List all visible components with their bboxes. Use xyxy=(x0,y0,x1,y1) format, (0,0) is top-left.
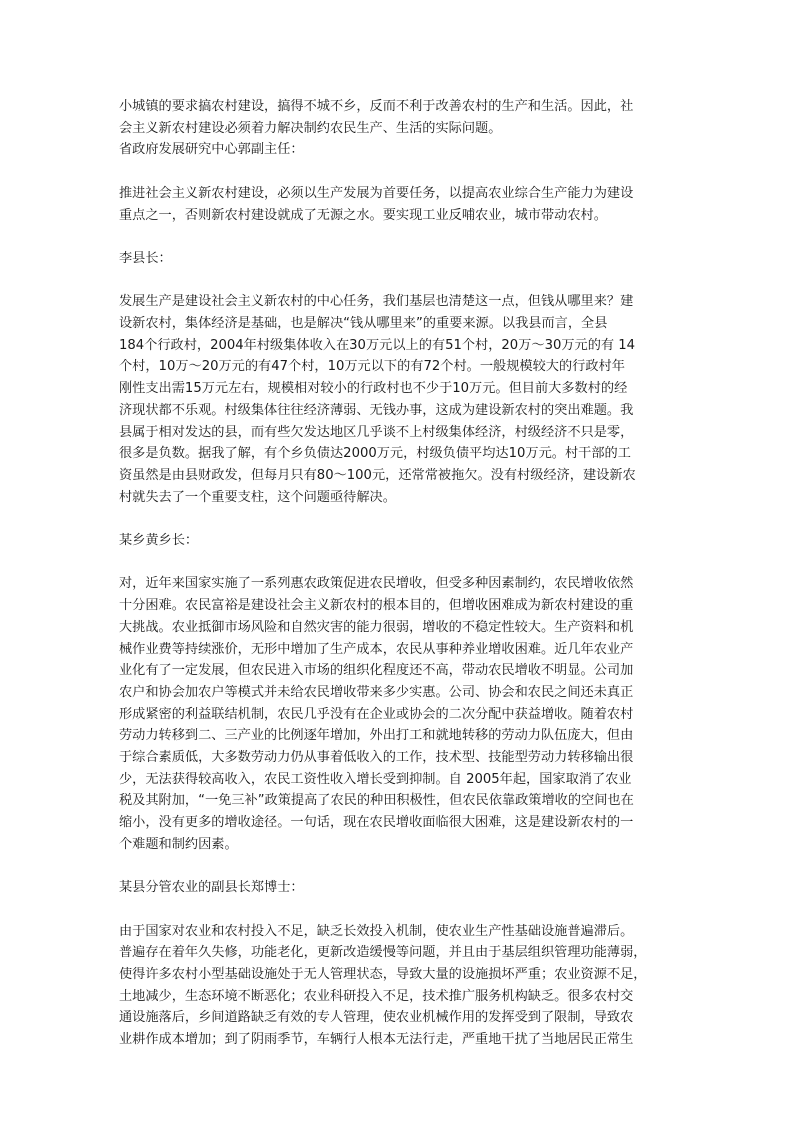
spacer xyxy=(119,161,681,183)
speaker-zheng: 某县分管农业的副县长郑博士： xyxy=(119,880,304,896)
spacer xyxy=(119,270,681,292)
speaker-guo: 省政府发展研究中心郭副主任： xyxy=(119,142,304,158)
speaker-huang: 某乡黄乡长： xyxy=(119,533,199,548)
spacer xyxy=(119,856,681,878)
spacer xyxy=(119,226,681,248)
paragraph-li: 发展生产是建设社会主义新农村的中心任务，我们基层也清楚这一点，但钱从哪里来？建 设新农村，集体经济是基础，也是解决“钱从哪里来”的重要来源。以我县而言，全县 184个行政村，2004年村级集体收入在30万元以上的有51个村，20万～30万元的有 14 个村，10万～20万元的有47个村，10万元以下的有72个村。一般规模较大的行政村年 刚性支出需15万元左右，规模相对较小的行政村也不少于10万元。但目前大多数村的经 济现状都不乐观。村级集体往往经济薄弱、无钱办事，这成为建设新农村的突出难题。我 县属于相对发达的县，而有些欠发达地区几乎谈不上村级集体经济，村级经济不只是零， 很多是负数。据我了解，有个乡负债达2000万元，村级负债平均达10万元。村干部的工 资虽然是由县财政发，但每月只有80～100元，还常常被拖欠。没有村级经济，建设新农 村就失去了一个重要支柱，这个问题亟待解决。 xyxy=(119,294,636,505)
paragraph-intro: 小城镇的要求搞农村建设，搞得不城不乡，反而不利于改善农村的生产和生活。因此，社 会主义新农村建设必须着力解决制约农民生产、生活的实际问题。 xyxy=(119,99,634,136)
paragraph-guo: 推进社会主义新农村建设，必须以生产发展为首要任务，以提高农业综合生产能力为建设 重点之一，否则新农村建设就成了无源之水。要实现工业反哺农业，城市带动农村。 xyxy=(119,185,634,223)
spacer xyxy=(119,899,681,921)
spacer xyxy=(119,552,681,574)
paragraph-zheng: 由于国家对农业和农村投入不足，缺乏长效投入机制，使农业生产性基础设施普遍滞后。 普遍存在着年久失修，功能老化，更新改造缓慢等问题，并且由于基层组织管理功能薄弱， 使得许多农村小型基础设施处于无人管理状态，导致大量的设施损坏严重；农业资源不足， 土地减少，生态环境不断恶化；农业科研投入不足，技术推广服务机构缺乏。很多农村交 通设施落后，乡间道路缺乏有效的专人管理，使农业机械作用的发挥受到了限制，导致农 业耕作成本增加；到了阴雨季节，车辆行人根本无法行走，严重地干扰了当地居民正常生 xyxy=(119,923,647,1048)
document-page xyxy=(119,96,681,1051)
paragraph-huang: 对，近年来国家实施了一系列惠农政策促进农民增收，但受多种因素制约，农民增收依然 十分困难。农民富裕是建设社会主义新农村的根本目的，但增收困难成为新农村建设的重 大挑战。农业抵御市场风险和自然灾害的能力很弱，增收的不稳定性较大。生产资料和机 械作业费等持续涨价，无形中增加了生产成本，农民从事种养业增收困难。近几年农业产 业化有了一定发展，但农民进入市场的组织化程度还不高，带动农民增收不明显。公司加 农户和协会加农户等模式并未给农民增收带来多少实惠。公司、协会和农民之间还未真正 形成紧密的利益联结机制，农民几乎没有在企业或协会的二次分配中获益增收。随着农村 劳动力转移到二、三产业的比例逐年增加，外出打工和就地转移的劳动力队伍庞大，但由 于综合素质低，大多数劳动力仍从事着低收入的工作，技术型、技能型劳动力转移输出很 少，无法获得较高收入，农民工资性收入增长受到抑制。自 2005年起，国家取消了农业 税及其附加，“一免三补”政策提高了农民的种田积极性，但农民依靠政策增收的空间也在 缩小，没有更多的增收途径。一句话，现在农民增收面临很大困难，这是建设新农村的一 个难题和制约因素。 xyxy=(119,576,634,852)
speaker-li: 李县长： xyxy=(119,250,172,266)
spacer xyxy=(119,508,681,530)
